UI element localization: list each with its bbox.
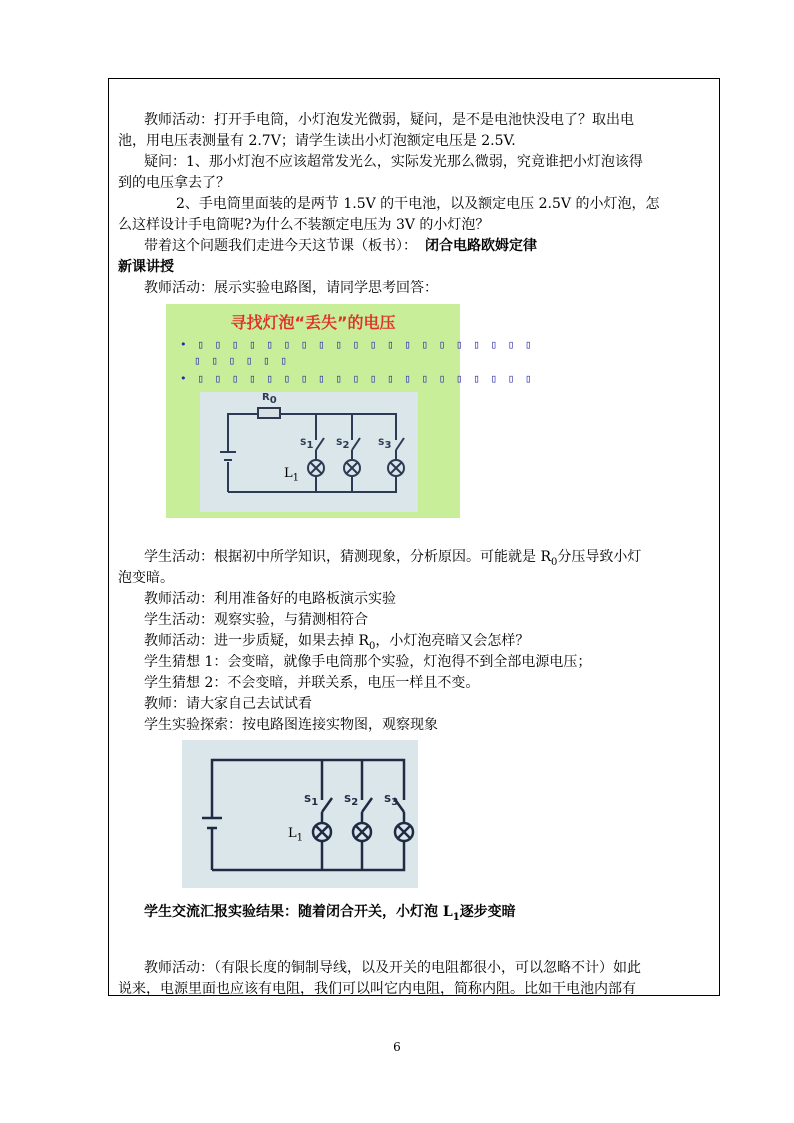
paragraph-teacher-activity-1-cont: 池，用电压表测量有 2.7V；请学生读出小灯泡额定电压是 2.5V.	[118, 133, 516, 149]
switch-s2-label: $S_2$	[344, 794, 359, 808]
lamp-l1-label: $L_1$	[288, 826, 304, 844]
paragraph-student-observe: 学生活动：观察实验，与猜测相符合	[144, 612, 368, 628]
paragraph-student-experiment: 学生实验探索：按电路图连接实物图，观察现象	[144, 717, 438, 733]
paragraph-teacher-question: 教师活动：进一步质疑，如果去掉 $R_0$，小灯泡亮暗又会怎样？	[144, 633, 530, 652]
slide-bullet-1-cont: ▯ ▯ ▯ ▯ ▯ ▯	[194, 354, 289, 367]
slide-bullet-1: • ▯ ▯ ▯ ▯ ▯ ▯ ▯ ▯ ▯ ▯ ▯ ▯ ▯ ▯ ▯ ▯ ▯ ▯ ▯ ▯	[180, 338, 534, 351]
paragraph-teacher-activity-3: 教师活动：（有限长度的铜制导线，以及开关的电阻都很小，可以忽略不计）如此	[144, 960, 641, 976]
resistor-label: $R_0$	[262, 392, 277, 406]
paragraph-student-activity-1: 学生活动：根据初中所学知识，猜测现象，分析原因。可能就是 $R_0$分压导致小灯	[144, 549, 642, 568]
paragraph-question-2: 2、手电筒里面装的是两节 1.5V 的干电池，以及额定电压 2.5V 的小灯泡，怎	[176, 196, 660, 212]
paragraph-intro	[144, 236, 537, 256]
lamp-l1-label: $L_1$	[284, 466, 300, 484]
intro-text: 带着这个问题我们走进今天这节课（板书）：	[144, 238, 417, 254]
paragraph-teacher-activity-2: 教师活动：展示实验电路图，请同学思考回答：	[144, 280, 438, 296]
paragraph-teacher-try: 教师：请大家自己去试试看	[144, 696, 312, 712]
circuit-2-drawing	[182, 740, 418, 888]
paragraph-question-1: 疑问：1、那小灯泡不应该超常发光么，实际发光那么微弱，究竟谁把小灯泡该得	[144, 154, 643, 170]
paragraph-teacher-activity-1: 教师活动：打开手电筒，小灯泡发光微弱，疑问，是不是电池快没电了？取出电	[144, 112, 634, 128]
slide-bullet-2: • ▯ ▯ ▯ ▯ ▯ ▯ ▯ ▯ ▯ ▯ ▯ ▯ ▯ ▯ ▯ ▯ ▯ ▯ ▯ ▯	[180, 372, 534, 385]
lesson-title: 闭合电路欧姆定律	[425, 238, 537, 254]
circuit-diagram-2	[182, 740, 418, 888]
paragraph-teacher-activity-3-cont: 说来，电源里面也应该有电阻，我们可以叫它内电阻，简称内阻。比如干电池内部有	[118, 981, 636, 997]
switch-s2-label: $S_2$	[336, 438, 350, 451]
paragraph-teacher-demo: 教师活动：利用准备好的电路板演示实验	[144, 591, 396, 607]
page-number: 6	[393, 1040, 401, 1054]
paragraph-question-1-cont: 到的电压拿去了？	[118, 175, 230, 191]
switch-s3-label: $S_3$	[378, 438, 392, 451]
switch-s1-label: $S_1$	[304, 794, 319, 808]
paragraph-student-activity-1-cont: 泡变暗。	[118, 570, 174, 586]
paragraph-guess-2: 学生猜想 2：不会变暗，并联关系，电压一样且不变。	[144, 675, 480, 691]
switch-s1-label: $S_1$	[300, 438, 314, 451]
section-heading: 新课讲授	[118, 259, 174, 275]
paragraph-guess-1: 学生猜想 1：会变暗，就像手电筒那个实验，灯泡得不到全部电源电压；	[144, 654, 592, 670]
switch-s3-label: $S_3$	[384, 794, 399, 808]
circuit-1-drawing	[200, 392, 418, 512]
circuit-diagram-1	[200, 392, 418, 512]
paragraph-question-2-cont: 么这样设计手电筒呢?为什么不装额定电压为 3V 的小灯泡？	[118, 217, 490, 233]
slide-image	[166, 304, 534, 518]
slide-title: 寻找灯泡“丢失”的电压	[230, 313, 396, 332]
paragraph-student-report: 学生交流汇报实验结果：随着闭合开关，小灯泡 $L_1$逐步变暗	[144, 904, 516, 923]
